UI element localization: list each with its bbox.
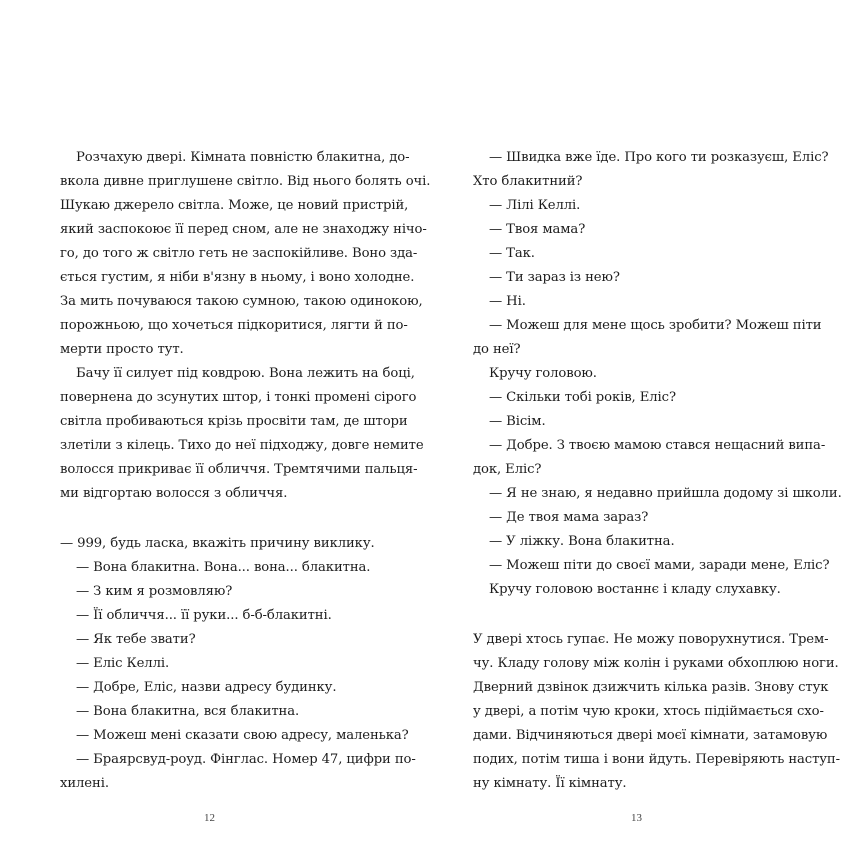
text-line: волосся прикриває її обличчя. Тремтячими пальця- — [60, 462, 418, 477]
text-line: Розчахую двері. Кімната повністю блакитна, до- — [76, 150, 410, 165]
text-line: — 999, будь ласка, вкажіть причину виклику. — [60, 536, 375, 551]
text-line: вкола дивне приглушене світло. Від нього болять очі. — [60, 174, 431, 189]
text-line: Дверний дзвінок дзижчить кілька разів. Знову стук — [473, 680, 829, 695]
text-line: — Добре. З твоєю мамою стався нещасний випа- — [489, 438, 826, 453]
text-line: — Вона блакитна. Вона... вона... блакитна. — [76, 560, 371, 575]
text-line: у двері, а потім чую кроки, хтось підіймається схо- — [473, 704, 824, 719]
text-line: — Так. — [489, 246, 535, 261]
text-line: док, Еліс? — [473, 462, 542, 477]
text-line: до неї? — [473, 342, 521, 357]
text-line: — Як тебе звати? — [76, 632, 196, 647]
text-line: чу. Кладу голову між колін і руками обхоплюю ноги. — [473, 656, 839, 671]
text-line: — У ліжку. Вона блакитна. — [489, 534, 675, 549]
text-line: Бачу її силует під ковдрою. Вона лежить на боці, — [76, 366, 415, 381]
text-line: Шукаю джерело світла. Може, це новий пристрій, — [60, 198, 409, 213]
text-line: світла пробиваються крізь просвіти там, де штори — [60, 414, 408, 429]
text-line: — Ні. — [489, 294, 526, 309]
text-line: — Її обличчя... її руки... б-б-блакитні. — [76, 608, 332, 623]
text-line: — Твоя мама? — [489, 222, 586, 237]
text-line: хилені. — [60, 776, 109, 791]
text-line: — Добре, Еліс, назви адресу будинку. — [76, 680, 337, 695]
text-line: У двері хтось гупає. Не можу поворухнутися. Трем- — [473, 632, 829, 647]
text-line: мерти просто тут. — [60, 342, 184, 357]
text-line: який заспокоює її перед сном, але не знаходжу нічо- — [60, 222, 427, 237]
page-number: 12 — [204, 812, 215, 824]
text-line: — Вісім. — [489, 414, 546, 429]
text-line: — Де твоя мама зараз? — [489, 510, 649, 525]
text-line: — Браярсвуд-роуд. Фінглас. Номер 47, цифри по- — [76, 752, 416, 767]
text-line: — Швидка вже їде. Про кого ти розказуєш, Еліс? — [489, 150, 829, 165]
text-line: — Лілі Келлі. — [489, 198, 581, 213]
text-line: За мить почуваюся такою сумною, такою одинокою, — [60, 294, 423, 309]
text-line: — Скільки тобі років, Еліс? — [489, 390, 676, 405]
text-line: подих, потім тиша і вони йдуть. Перевіряють наступ- — [473, 752, 840, 767]
text-line: — Можеш піти до своєї мами, заради мене, Еліс? — [489, 558, 830, 573]
text-line: порожньою, що хочеться підкоритися, лягти й по- — [60, 318, 408, 333]
text-line: дами. Відчиняються двері моєї кімнати, затамовую — [473, 728, 828, 743]
text-line: — З ким я розмовляю? — [76, 584, 233, 599]
text-line: злетіли з кілець. Тихо до неї підходжу, довге немите — [60, 438, 424, 453]
text-line: Хто блакитний? — [473, 174, 583, 189]
text-line: Кручу головою востаннє і кладу слухавку. — [489, 582, 781, 597]
text-line: — Вона блакитна, вся блакитна. — [76, 704, 300, 719]
text-line: — Я не знаю, я недавно прийшла додому зі школи. — [489, 486, 842, 501]
text-line: ну кімнату. Її кімнату. — [473, 776, 627, 791]
text-line: — Можеш мені сказати свою адресу, маленька? — [76, 728, 409, 743]
text-line: — Можеш для мене щось зробити? Можеш піти — [489, 318, 822, 333]
text-line: — Ти зараз із нею? — [489, 270, 620, 285]
text-line: повернена до зсунутих штор, і тонкі промені сірого — [60, 390, 417, 405]
text-line: ми відгортаю волосся з обличчя. — [60, 486, 288, 501]
text-line: ється густим, я ніби в'язну в ньому, і воно холодне. — [60, 270, 415, 285]
page-number: 13 — [631, 812, 642, 824]
right-page — [425, 0, 850, 850]
text-line: го, до того ж світло геть не заспокійливе. Воно зда- — [60, 246, 418, 261]
text-line: — Еліс Келлі. — [76, 656, 170, 671]
text-line: Кручу головою. — [489, 366, 597, 381]
